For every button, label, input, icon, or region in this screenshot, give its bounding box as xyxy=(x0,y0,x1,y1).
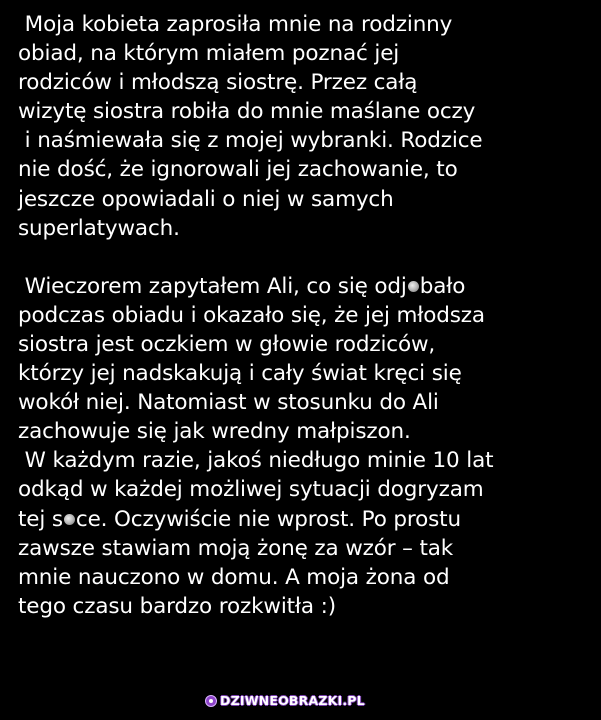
story-line: i naśmiewała się z mojej wybranki. Rodzice xyxy=(18,128,483,154)
paragraph-gap xyxy=(18,243,588,272)
story-line-censored xyxy=(18,505,588,534)
story-line: wizytę siostra robiła do mnie maślane oczy xyxy=(18,99,476,125)
blur-dot-icon xyxy=(408,281,419,292)
story-line-part: tej s xyxy=(18,506,63,532)
story-line: podczas obiadu i okazało się, że jej młodsza xyxy=(18,302,485,328)
story-line: superlatywach. xyxy=(18,215,180,241)
dziwneobrazki-logo-icon xyxy=(205,695,217,707)
blur-dot-icon xyxy=(64,514,75,525)
story-line-part: bało xyxy=(419,273,466,299)
site-watermark xyxy=(205,693,365,708)
story-line: rodziców i młodszą siostrę. Przez całą xyxy=(18,70,418,96)
story-line: obiad, na którym miałem poznać jej xyxy=(18,41,400,67)
story-line: jeszcze opowiadali o niej w samych xyxy=(18,186,394,212)
story-line: nie dość, że ignorowali jej zachowanie, to xyxy=(18,157,458,183)
story-line-part: Wieczorem zapytałem Ali, co się odj xyxy=(18,273,407,299)
story-line: odkąd w każdej możliwej sytuacji dogryzam xyxy=(18,477,484,503)
story-line: mnie nauczono w domu. A moja żona od xyxy=(18,564,450,590)
story-line: zachowuje się jak wredny małpiszon. xyxy=(18,419,411,445)
watermark-text: DZIWNEOBRAZKI.PL xyxy=(220,693,365,708)
story-paragraph-2 xyxy=(18,272,588,621)
story-paragraph-1 xyxy=(18,10,588,243)
story-line: siostra jest oczkiem w głowie rodziców, xyxy=(18,331,436,357)
story-line: wokół niej. Natomiast w stosunku do Ali xyxy=(18,390,439,416)
story-line: Moja kobieta zaprosiła mnie na rodzinny xyxy=(18,12,453,37)
story-text xyxy=(18,10,588,621)
story-line-part: ce. Oczywiście nie wprost. Po prostu xyxy=(75,506,461,532)
story-line: którzy jej nadskakują i cały świat kręci się xyxy=(18,361,462,387)
story-line: W każdym razie, jakoś niedługo minie 10 lat xyxy=(18,448,494,474)
story-line-censored xyxy=(18,272,588,301)
story-line: zawsze stawiam moją żonę za wzór – tak xyxy=(18,535,454,561)
story-line: tego czasu bardzo rozkwitła :) xyxy=(18,593,336,619)
